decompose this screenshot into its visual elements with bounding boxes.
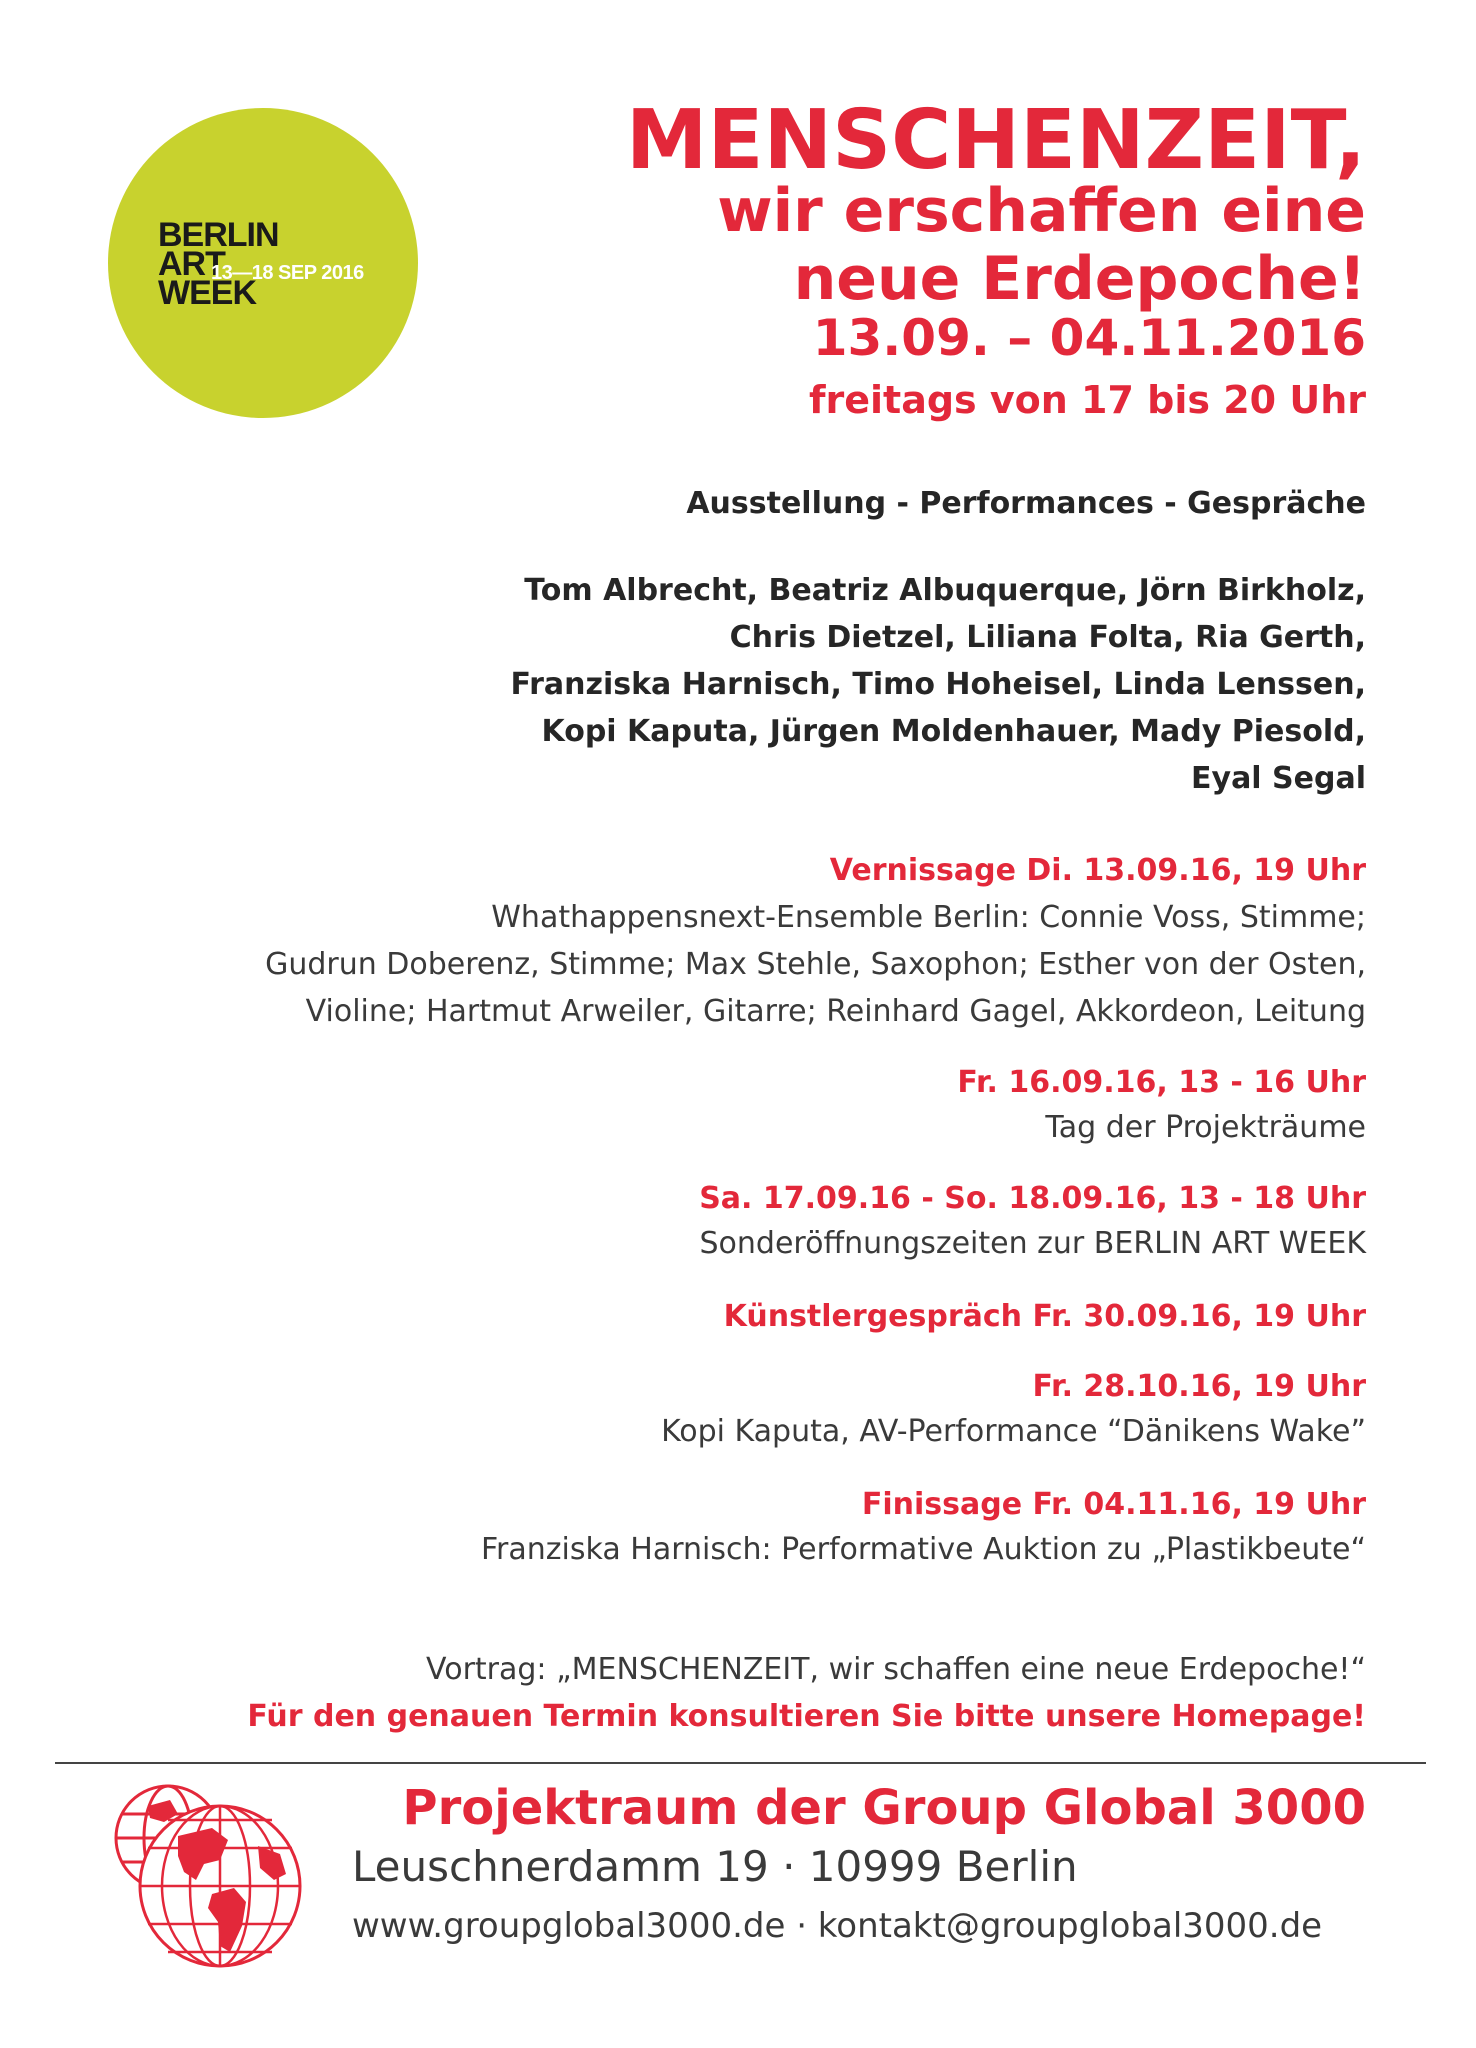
globe-icon [108,1776,308,1976]
subtitle-line-1: wir erschaffen eine [717,176,1366,246]
artist-line: Franziska Harnisch, Timo Hoheisel, Linda Lenssen, [510,667,1366,702]
logo-line-1: BERLIN [158,216,279,254]
event-description [1045,1104,1366,1151]
event-heading-vernissage: Vernissage Di. 13.09.16, 19 Uhr [829,853,1366,888]
artist-line: Kopi Kaputa, Jürgen Moldenhauer, Mady Piesold, [541,714,1366,749]
artist-line: Chris Dietzel, Liliana Folta, Ria Gerth, [729,620,1366,655]
genres-line: Ausstellung - Performances - Gespräche [686,486,1366,521]
artist-line: Tom Albrecht, Beatriz Albuquerque, Jörn Birkholz, [524,573,1366,608]
logo-dates: 13—18 SEP 2016 [211,262,364,284]
event-heading-art-week: Sa. 17.09.16 - So. 18.09.16, 13 - 18 Uhr [699,1181,1366,1216]
artist-list [511,567,1366,802]
event-line: Whathappensnext-Ensemble Berlin: Connie Voss, Stimme; [491,900,1366,935]
event-description [661,1408,1366,1455]
event-heading-kuenstlergespraech: Künstlergespräch Fr. 30.09.16, 19 Uhr [723,1299,1366,1334]
logo-line-3: WEEK [158,274,256,312]
event-heading-av-performance: Fr. 28.10.16, 19 Uhr [1032,1369,1366,1404]
logo-line-2: ART [158,245,225,283]
event-line: Gudrun Doberenz, Stimme; Max Stehle, Saxophon; Esther von der Osten, [265,947,1366,982]
opening-hours: freitags von 17 bis 20 Uhr [808,378,1366,422]
subtitle-line-2: neue Erdepoche! [793,244,1366,314]
exhibition-dates: 13.09. – 04.11.2016 [812,309,1366,367]
event-line: Kopi Kaputa, AV-Performance “Dänikens Wake” [661,1414,1366,1449]
event-line: Sonderöffnungszeiten zur BERLIN ART WEEK [699,1226,1366,1261]
homepage-note: Für den genauen Termin konsultieren Sie bitte unsere Homepage! [247,1699,1366,1734]
event-description [481,1526,1366,1573]
artist-line: Eyal Segal [1191,761,1366,796]
page-title: MENSCHENZEIT, [625,93,1366,188]
event-heading-projektraeume: Fr. 16.09.16, 13 - 16 Uhr [957,1065,1366,1100]
event-line: Franziska Harnisch: Performative Auktion zu „Plastikbeute“ [480,1532,1366,1567]
footer-divider [55,1762,1426,1764]
berlin-art-week-logo [108,108,418,418]
organization-address: Leuschnerdamm 19 · 10999 Berlin [352,1842,1078,1891]
lecture-text: Vortrag: „MENSCHENZEIT, wir schaffen eine neue Erdepoche!“ [426,1652,1366,1687]
event-description [265,894,1366,1035]
website-contact[interactable]: www.groupglobal3000.de · kontakt@groupglobal3000.de [352,1906,1323,1946]
event-line: Violine; Hartmut Arweiler, Gitarre; Reinhard Gagel, Akkordeon, Leitung [305,994,1366,1029]
event-heading-finissage: Finissage Fr. 04.11.16, 19 Uhr [861,1487,1366,1522]
event-line: Tag der Projekträume [1045,1110,1366,1145]
organization-name: Projektraum der Group Global 3000 [402,1780,1366,1836]
event-description [700,1220,1366,1267]
